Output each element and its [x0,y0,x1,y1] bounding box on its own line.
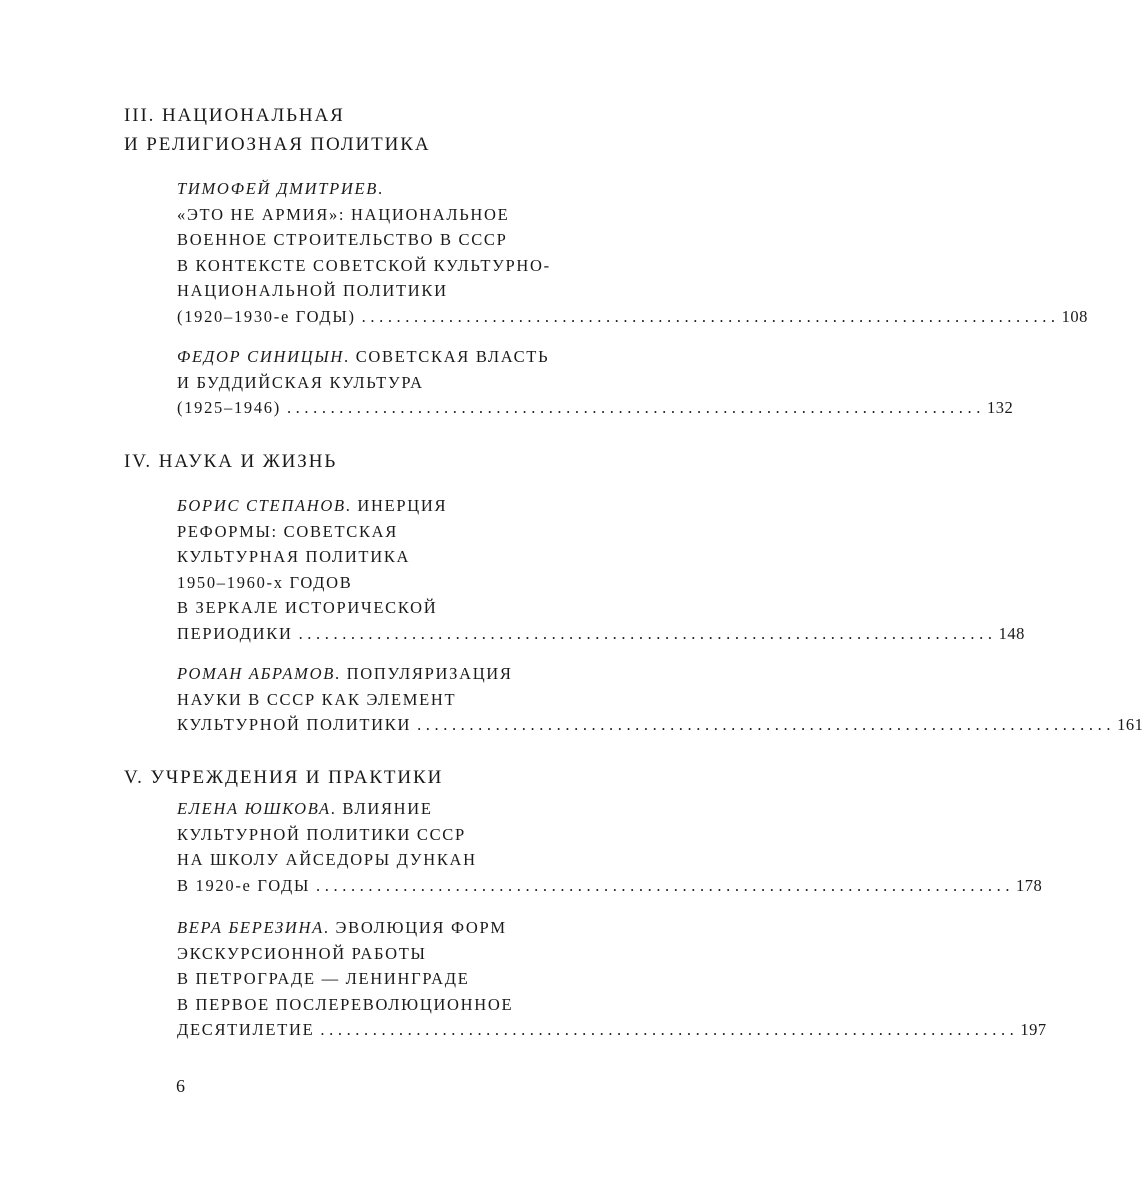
entry-title-line: . ИНЕРЦИЯ [345,496,448,515]
toc-entry[interactable] [177,344,1014,421]
section-title-line: IV. НАУКА И ЖИЗНЬ [124,451,338,472]
entry-author: ЕЛЕНА ЮШКОВА [177,799,331,818]
entry-title-line: И БУДДИЙСКАЯ КУЛЬТУРА [177,372,424,392]
entry-title-line: ПЕРИОДИКИ [177,623,293,643]
entry-title-line: 1950–1960-х ГОДОВ [177,572,353,592]
dot-leader: ................................................................................ [286,398,985,417]
toc-entry[interactable] [177,915,1047,1043]
section-title [124,447,337,477]
entry-title-line: (1925–1946) [177,398,281,417]
entry-title-line: РЕФОРМЫ: СОВЕТСКАЯ [177,521,398,541]
toc-entry[interactable] [177,493,1025,646]
entry-author: ВЕРА БЕРЕЗИНА [177,918,324,937]
entry-author: РОМАН АБРАМОВ [177,664,335,683]
entry-title-line: НАУКИ В СССР КАК ЭЛЕМЕНТ [177,689,457,709]
dot-leader: ................................................................................ [417,715,1116,734]
section-title-line: III. НАЦИОНАЛЬНАЯ [124,105,345,126]
entry-title-line: КУЛЬТУРНОЙ ПОЛИТИКИ [177,715,412,734]
section-title [124,130,430,160]
entry-title-line: НАЦИОНАЛЬНОЙ ПОЛИТИКИ [177,281,448,300]
page-number: 6 [176,1076,185,1096]
section-title-line: И РЕЛИГИОЗНАЯ ПОЛИТИКА [124,134,431,155]
entry-author: ФЕДОР СИНИЦЫН [177,347,345,366]
entry-title-line: . ВЛИЯНИЕ [330,799,433,818]
section-title [124,763,443,793]
entry-title-line: ЭКСКУРСИОННОЙ РАБОТЫ [177,943,427,963]
entry-title-line: В 1920-е ГОДЫ [177,875,311,895]
entry-page-number: 148 [998,623,1025,643]
dot-leader: ................................................................................ [316,875,1015,895]
dot-leader: ................................................................................ [361,306,1060,326]
entry-title-line: В ЗЕРКАЛЕ ИСТОРИЧЕСКОЙ [177,598,438,617]
entry-title-line: . ПОПУЛЯРИЗАЦИЯ [335,664,513,683]
entry-title-line: ВОЕННОЕ СТРОИТЕЛЬСТВО В СССР [177,230,508,249]
entry-title-line: НА ШКОЛУ АЙСЕДОРЫ ДУНКАН [177,850,477,869]
entry-author: БОРИС СТЕПАНОВ [177,496,346,515]
entry-author-period: . [378,179,384,198]
entry-author: ТИМОФЕЙ ДМИТРИЕВ [177,179,379,198]
entry-title-line: В ПЕРВОЕ ПОСЛЕРЕВОЛЮЦИОННОЕ [177,994,514,1014]
entry-page-number: 108 [1061,306,1088,326]
entry-page-number: 178 [1016,875,1043,895]
entry-title-line: . ЭВОЛЮЦИЯ ФОРМ [323,918,507,937]
section-title [124,101,345,131]
entry-title-line: ДЕСЯТИЛЕТИЕ [177,1020,315,1039]
toc-entry[interactable] [177,176,1088,329]
section-title-line: V. УЧРЕЖДЕНИЯ И ПРАКТИКИ [124,767,444,788]
entry-title-line: КУЛЬТУРНАЯ ПОЛИТИКА [177,547,411,566]
entry-title-line: КУЛЬТУРНОЙ ПОЛИТИКИ СССР [177,824,466,844]
dot-leader: ................................................................................ [298,623,997,643]
toc-entry[interactable] [177,796,1043,898]
entry-page-number: 161 [1117,715,1143,734]
entry-page-number: 132 [986,398,1014,417]
dot-leader: ................................................................................ [320,1020,1019,1039]
entry-title-line: . СОВЕТСКАЯ ВЛАСТЬ [344,347,550,366]
entry-title-line: В КОНТЕКСТЕ СОВЕТСКОЙ КУЛЬТУРНО- [177,255,551,275]
toc-entry[interactable] [177,661,1143,738]
entry-page-number: 197 [1020,1020,1047,1039]
entry-title-line: В ПЕТРОГРАДЕ — ЛЕНИНГРАДЕ [177,969,470,988]
entry-title-line: «ЭТО НЕ АРМИЯ»: НАЦИОНАЛЬНОЕ [177,204,510,224]
entry-title-line: (1920–1930-е ГОДЫ) [177,306,356,326]
